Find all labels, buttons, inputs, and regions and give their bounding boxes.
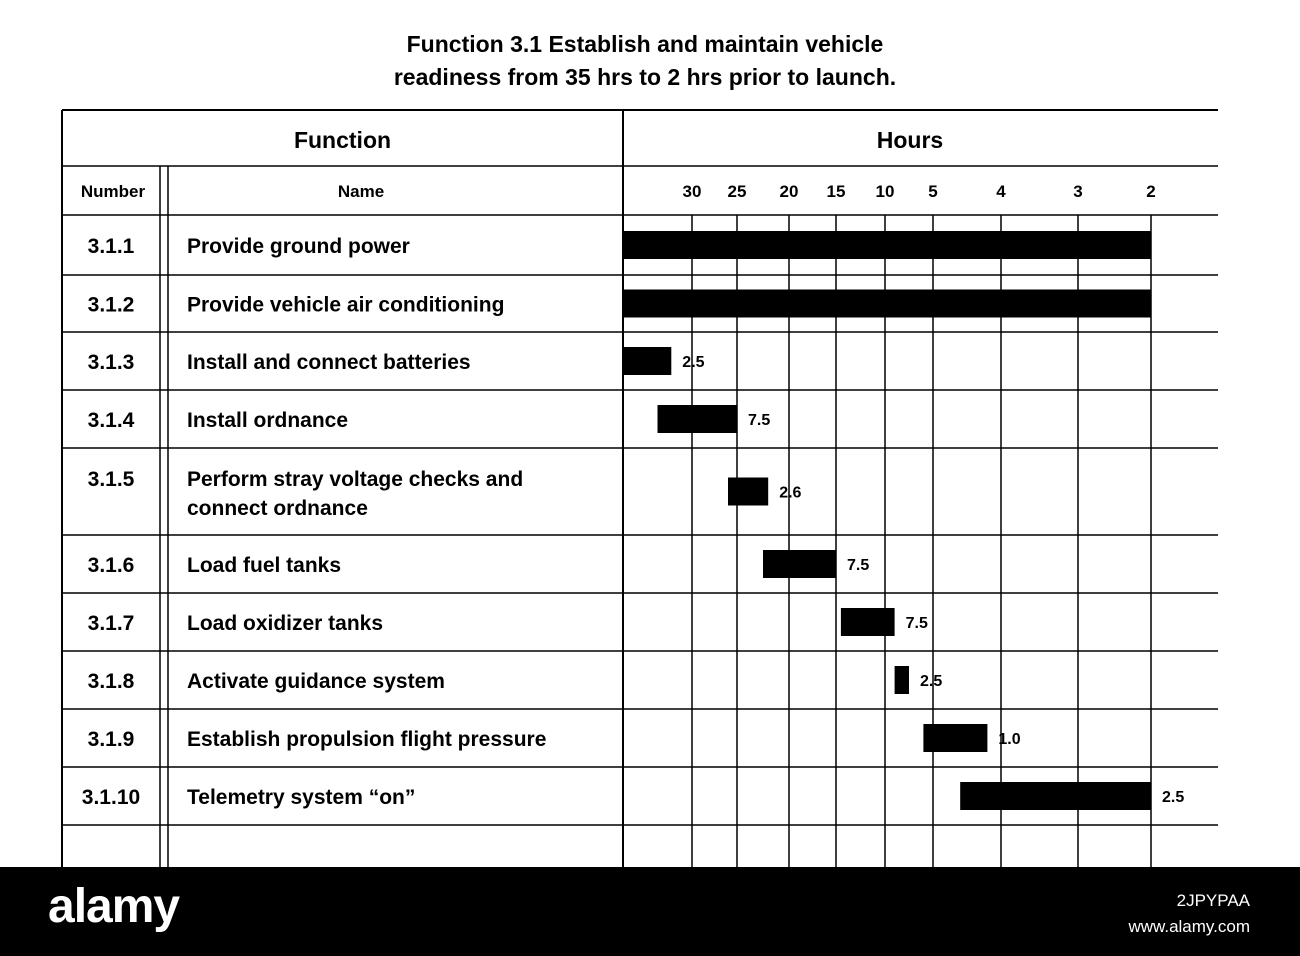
task-number: 3.1.3 — [87, 351, 135, 374]
task-number: 3.1.4 — [87, 409, 135, 432]
hour-tick-label: 3 — [1073, 182, 1083, 201]
hour-tick-label: 5 — [928, 182, 938, 201]
hour-tick-label: 2 — [1146, 182, 1156, 201]
task-bar — [923, 724, 987, 752]
watermark-bar — [0, 867, 1300, 956]
header-function: Function — [293, 127, 392, 153]
hour-tick-label: 4 — [996, 182, 1006, 201]
task-name: Load oxidizer tanks — [187, 612, 384, 635]
task-duration-label: 2.6 — [779, 484, 802, 502]
task-bar — [623, 347, 671, 375]
task-duration-label: 1.0 — [998, 731, 1021, 748]
watermark-logo: alamy — [48, 880, 180, 933]
task-name: Perform stray voltage checks and — [187, 468, 524, 491]
task-name: Install ordnance — [187, 409, 349, 432]
task-duration-label: 7.5 — [905, 615, 928, 632]
title-line-1: Function 3.1 Establish and maintain vehicle — [406, 31, 884, 57]
task-name: Establish propulsion flight pressure — [187, 728, 547, 751]
task-bar — [728, 478, 768, 506]
hour-tick-label: 25 — [727, 182, 747, 201]
task-bar — [841, 608, 895, 636]
task-number: 3.1.5 — [87, 468, 135, 491]
task-bar — [623, 290, 1151, 318]
hour-tick-label: 15 — [826, 182, 846, 201]
task-name: Activate guidance system — [187, 670, 445, 693]
task-duration-label: 7.5 — [748, 412, 771, 429]
watermark-code: 2JPYPAA — [1176, 891, 1250, 910]
task-number: 3.1.7 — [87, 612, 135, 635]
hour-tick-label: 30 — [682, 182, 702, 201]
task-number: 3.1.2 — [87, 293, 135, 317]
task-number: 3.1.6 — [87, 554, 135, 577]
header-hours: Hours — [876, 127, 944, 153]
task-name: Provide ground power — [187, 235, 410, 258]
task-number: 3.1.9 — [87, 728, 135, 751]
hour-tick-label: 20 — [779, 182, 799, 201]
col-number-header: Number — [80, 182, 146, 201]
task-duration-label: 2.5 — [920, 673, 943, 690]
col-name-header: Name — [337, 182, 385, 201]
task-duration-label: 7.5 — [847, 557, 870, 574]
task-duration-label: 2.5 — [682, 354, 705, 371]
title-line-2: readiness from 35 hrs to 2 hrs prior to launch. — [393, 64, 897, 90]
task-bar — [960, 782, 1151, 810]
task-bar — [623, 231, 1151, 259]
hour-tick-label: 10 — [875, 182, 895, 201]
task-name: Telemetry system “on” — [187, 786, 416, 809]
task-number: 3.1.1 — [87, 235, 135, 258]
watermark-site: www.alamy.com — [1128, 917, 1250, 936]
task-bar — [895, 666, 909, 694]
task-bar — [658, 405, 738, 433]
task-name: Install and connect batteries — [187, 351, 471, 374]
task-bar — [763, 550, 836, 578]
task-name: Provide vehicle air conditioning — [187, 293, 505, 317]
task-duration-label: 2.5 — [1162, 789, 1185, 806]
task-name: Load fuel tanks — [187, 554, 342, 577]
task-number: 3.1.10 — [81, 786, 141, 809]
task-number: 3.1.8 — [87, 670, 135, 693]
task-name: connect ordnance — [187, 497, 368, 520]
